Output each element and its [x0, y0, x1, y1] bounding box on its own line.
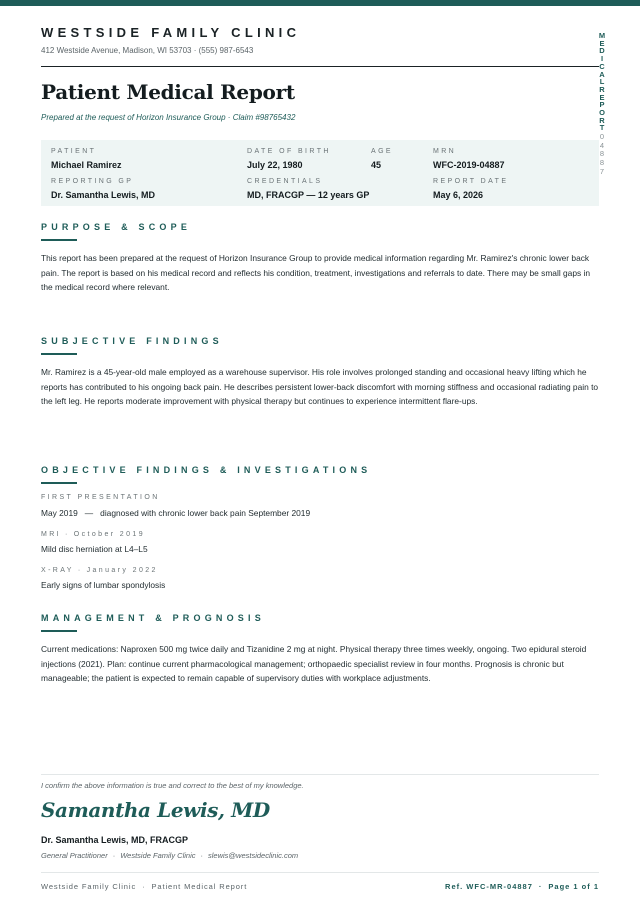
vertical-reference-letter: E — [599, 92, 605, 102]
purpose-heading: PURPOSE & SCOPE — [41, 222, 192, 232]
dob-field — [247, 148, 331, 170]
gp-field — [51, 178, 155, 200]
patient-name: Michael Ramirez — [51, 160, 122, 170]
vertical-reference-digit: 4 — [599, 140, 605, 150]
separator-dot: · — [538, 882, 543, 891]
footer-page-number: Page 1 of 1 — [548, 882, 599, 891]
vertical-reference-digit: 8 — [599, 149, 605, 159]
age-value: 45 — [371, 160, 382, 170]
signatory-clinic: Westside Family Clinic — [120, 851, 196, 860]
top-accent-bar — [0, 0, 640, 6]
purpose-text: This report has been prepared at the request of Horizon Insurance Group to provide medical information regarding Mr. Ramirez's chronic lower back pain. The report is based on his medical record and reflects his condition, treatment, investigations and referrals to date. There may be small gaps in the medical record where relevant. — [41, 253, 591, 293]
mrn-field — [433, 148, 505, 170]
claim-number: Claim #98765432 — [232, 113, 296, 122]
header-divider — [41, 66, 599, 67]
section-underline — [41, 353, 77, 355]
dob-value: July 22, 1980 — [247, 160, 303, 170]
vertical-reference-digit: 8 — [599, 157, 605, 167]
patient-label: PATIENT — [51, 148, 97, 155]
first-presentation-text: diagnosed with chronic lower back pain September 2019 — [100, 508, 311, 518]
vertical-reference-letter: M — [598, 31, 606, 40]
xray-date: January 2022 — [86, 567, 158, 574]
credentials-label: CREDENTIALS — [247, 178, 323, 185]
separator-dot: · — [77, 567, 83, 574]
vertical-reference-letter: E — [599, 38, 605, 48]
separator-dot: · — [65, 531, 70, 538]
vertical-reference-digit: 7 — [599, 166, 605, 176]
vertical-reference-letters — [597, 32, 607, 132]
vertical-reference-letter: L — [599, 77, 605, 87]
vertical-reference-letter: T — [599, 123, 605, 133]
footer-clinic: Westside Family Clinic — [41, 882, 137, 891]
credentials-field — [247, 178, 369, 200]
clinic-name: WESTSIDE FAMILY CLINIC — [41, 25, 301, 40]
vertical-reference-letter: R — [599, 84, 605, 94]
dob-label: DATE OF BIRTH — [247, 148, 331, 155]
gp-value: Dr. Samantha Lewis, MD — [51, 190, 156, 200]
mri-label: MRI — [41, 531, 62, 538]
report-date-field — [433, 178, 508, 200]
vertical-reference-letter: O — [599, 108, 605, 118]
confirmation-statement: I confirm the above information is true and correct to the best of my knowledge. — [41, 781, 304, 790]
mri-date: October 2019 — [73, 531, 145, 538]
report-date-value: May 6, 2026 — [433, 190, 484, 200]
signatory-name: Dr. Samantha Lewis, MD, FRACGP — [41, 835, 189, 845]
first-presentation-label: FIRST PRESENTATION — [41, 494, 160, 501]
section-underline — [41, 482, 77, 484]
report-title: Patient Medical Report — [41, 80, 295, 104]
request-source: Prepared at the request of Horizon Insurance Group — [41, 113, 226, 122]
separator-dot: · — [227, 113, 233, 122]
mrn-label: MRN — [433, 148, 457, 155]
report-subtitle — [41, 113, 295, 122]
separator-dot: · — [193, 46, 199, 55]
first-presentation-entry — [41, 508, 310, 518]
footer-right — [445, 882, 599, 891]
signatory-role: General Practitioner — [41, 851, 108, 860]
handwritten-signature: Samantha Lewis, MD — [41, 798, 270, 822]
signatory-details — [41, 851, 298, 860]
footer-left — [41, 882, 247, 891]
patient-info-panel — [41, 140, 599, 206]
subjective-heading: SUBJECTIVE FINDINGS — [41, 336, 223, 346]
section-underline — [41, 239, 77, 241]
vertical-reference-letter: A — [599, 69, 605, 79]
management-text: Current medications: Naproxen 500 mg twice daily and Tizanidine 2 mg at night. Physical therapy three times weekly, ongoing. Two epidural steroid injections (2021). Plan: continue current pharmacological management; orthopaedic specialist review in four months. Prognosis is chronic but manageable; the patient is expected to remain capable of supervisory duties with workplace adjustments. — [41, 644, 587, 684]
vertical-reference-letter: C — [599, 61, 605, 71]
age-field — [371, 148, 393, 170]
section-underline — [41, 630, 77, 632]
separator-dot: · — [200, 851, 203, 860]
mri-label-row — [41, 531, 145, 538]
management-heading: MANAGEMENT & PROGNOSIS — [41, 613, 265, 623]
subjective-text: Mr. Ramirez is a 45-year-old male employed as a warehouse supervisor. His role involves prolonged standing and occasional heavy lifting which he reports has contributed to his ongoing back pain. He describes persistent lower-back discomfort with morning stiffness and occasional radiating pain to the left leg. He reports moderate improvement with physical therapy but continues to experience intermittent flare-ups. — [41, 367, 599, 407]
vertical-reference-letter: P — [599, 100, 605, 110]
footer-doc-title: Patient Medical Report — [151, 882, 248, 891]
separator-dot: · — [142, 882, 146, 891]
signoff-divider — [41, 774, 599, 775]
vertical-reference-letter: D — [599, 46, 605, 56]
gp-label: REPORTING GP — [51, 178, 134, 185]
clinic-phone: (555) 987-6543 — [198, 46, 254, 55]
xray-label-row — [41, 567, 158, 574]
clinic-address: 412 Westside Avenue, Madison, WI 53703 — [41, 46, 192, 55]
vertical-reference-letter: I — [600, 54, 604, 64]
vertical-reference-digit: 0 — [599, 132, 605, 142]
first-presentation-date: May 2019 — [41, 508, 78, 518]
dash-separator: — — [84, 508, 94, 518]
footer-reference: Ref. WFC-MR-04887 — [445, 882, 533, 891]
mri-text: Mild disc herniation at L4–L5 — [41, 544, 148, 554]
objective-heading: OBJECTIVE FINDINGS & INVESTIGATIONS — [41, 465, 372, 475]
clinic-contact — [41, 46, 253, 55]
credentials-value: MD, FRACGP — 12 years GP — [247, 190, 370, 200]
report-date-label: REPORT DATE — [433, 178, 509, 185]
patient-field — [51, 148, 122, 170]
mrn-value: WFC-2019-04887 — [433, 160, 505, 170]
footer-divider — [41, 872, 599, 873]
xray-text: Early signs of lumbar spondylosis — [41, 580, 166, 590]
separator-dot: · — [112, 851, 116, 860]
age-label: AGE — [371, 148, 393, 155]
signatory-email: slewis@westsideclinic.com — [208, 851, 299, 860]
xray-label: X-RAY — [41, 567, 74, 574]
vertical-reference-letter: R — [599, 115, 605, 125]
